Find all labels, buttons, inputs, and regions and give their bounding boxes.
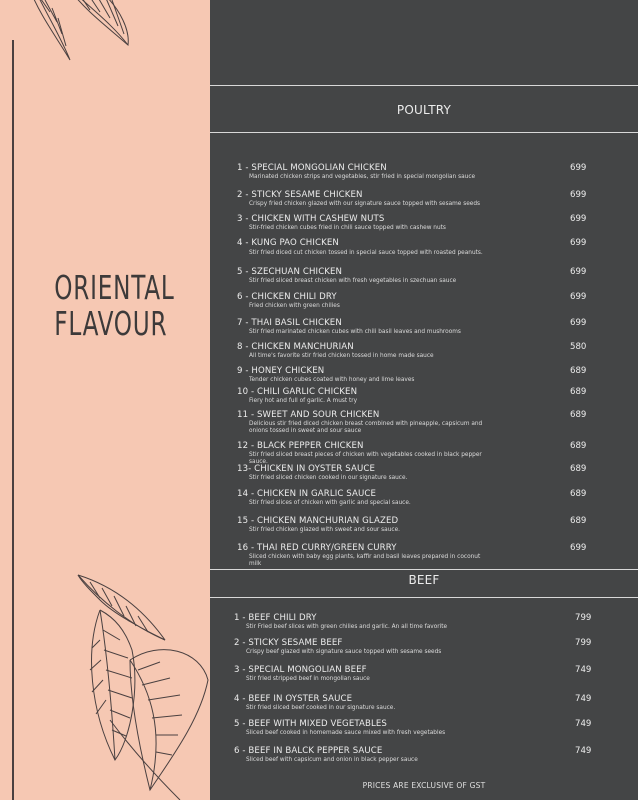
menu-item-name: 2 - STICKY SESAME BEEF [234,638,343,648]
price-footnote: PRICES ARE EXCLUSIVE OF GST [362,781,486,790]
menu-item-price: 699 [570,190,587,200]
menu-item-description: All time's favorite stir fried chicken tossed in home made sauce [249,353,434,359]
menu-item-description: Marinated chicken strips and vegetables, stir fried in special mongolian sauce [249,174,476,180]
section-divider [210,597,638,598]
menu-item-description: Stir fried chicken glazed with sweet and sour sauce. [249,527,400,533]
menu-item-name: 10 - CHILI GARLIC CHICKEN [237,387,358,397]
menu-item-price: 699 [570,267,587,277]
menu-item-price: 689 [570,410,587,420]
menu-item-description: Stir fried slices of chicken with garlic and special sauce. [249,500,411,506]
menu-item-description: Crispy fried chicken glazed with our signature sauce topped with sesame seeds [249,201,481,207]
menu-item-name: 11 - SWEET AND SOUR CHICKEN [237,410,380,420]
section-title-poultry: POULTRY [396,103,452,117]
menu-item-price: 689 [570,489,587,499]
menu-item-description: Stir fried diced cut chicken tossed in special sauce topped with roasted peanuts. [249,250,483,256]
menu-item-description: Stir fried sliced chicken cooked in our signature sauce. [249,475,408,481]
menu-item-price: 749 [575,694,592,704]
menu-item-name: 6 - BEEF IN BALCK PEPPER SAUCE [234,746,383,756]
menu-item-price: 749 [575,665,592,675]
menu-item-price: 699 [570,543,587,553]
menu-item-description: Delicious stir fried diced chicken breast combined with pineapple, capsicum and onions tossed in sweet and sour sauce [249,421,483,435]
left-panel [0,0,210,800]
menu-item-name: 4 - BEEF IN OYSTER SAUCE [234,694,353,704]
menu-item-name: 15 - CHICKEN MANCHURIAN GLAZED [237,516,399,526]
menu-item-price: 689 [570,387,587,397]
menu-item-price: 699 [570,163,587,173]
section-divider [210,85,638,86]
menu-item-price: 689 [570,366,587,376]
brand-line-2: FLAVOUR [54,304,168,343]
menu-item-price: 749 [575,719,592,729]
menu-item-description: Stir fried marinated chicken cubes with chili basil leaves and mushrooms [249,329,461,335]
menu-item-description: Fried chicken with green chilies [249,303,340,309]
menu-item-description: Stir Fried beef slices with green chilies and garlic. An all time favorite [246,624,448,630]
menu-item-price: 699 [570,292,587,302]
menu-item-name: 4 - KUNG PAO CHICKEN [237,238,339,248]
menu-item-name: 1 - SPECIAL MONGOLIAN CHICKEN [237,163,387,173]
menu-item-name: 12 - BLACK PEPPER CHICKEN [237,441,364,451]
menu-content-panel [210,0,638,800]
leaf-illustration-bottom-icon [70,570,210,800]
menu-item-description: Fiery hot and full of garlic. A must try [249,398,358,404]
section-divider [210,132,638,133]
menu-item-price: 580 [570,342,587,352]
section-divider [210,569,638,570]
menu-item-price: 689 [570,464,587,474]
menu-item-price: 689 [570,441,587,451]
menu-item-name: 7 - THAI BASIL CHICKEN [237,318,342,328]
menu-item-description: Stir fried sliced beef cooked in our signature sauce. [246,705,396,711]
menu-item-name: 9 - HONEY CHICKEN [237,366,325,376]
menu-item-name: 14 - CHICKEN IN GARLIC SAUCE [237,489,376,499]
menu-item-description: Sliced chicken with baby egg plants, kaffir and basil leaves prepared in coconut milk [249,554,481,568]
menu-item-description: Stir fried sliced breast chicken with fresh vegetables in szechuan sauce [249,278,457,284]
left-border-line [12,40,14,800]
menu-item-name: 13- CHICKEN IN OYSTER SAUCE [237,464,375,474]
menu-item-description: Crispy beef glazed with signature sauce topped with sesame seeds [246,649,442,655]
menu-item-price: 799 [575,613,592,623]
menu-item-price: 699 [570,318,587,328]
menu-item-description: Stir-fried chicken cubes fried in chili sauce topped with cashew nuts [249,225,446,231]
menu-item-name: 3 - SPECIAL MONGOLIAN BEEF [234,665,367,675]
menu-item-name: 3 - CHICKEN WITH CASHEW NUTS [237,214,385,224]
brand-title [54,268,175,343]
section-title-beef: BEEF [408,573,440,587]
menu-item-price: 699 [570,238,587,248]
menu-item-price: 699 [570,214,587,224]
menu-item-name: 5 - SZECHUAN CHICKEN [237,267,343,277]
menu-item-name: 6 - CHICKEN CHILI DRY [237,292,337,302]
menu-item-name: 16 - THAI RED CURRY/GREEN CURRY [237,543,397,553]
menu-item-price: 799 [575,638,592,648]
menu-item-description: Tender chicken cubes coated with honey and lime leaves [249,377,415,383]
menu-item-name: 5 - BEEF WITH MIXED VEGETABLES [234,719,387,729]
menu-item-name: 8 - CHICKEN MANCHURIAN [237,342,354,352]
leaf-illustration-top-icon [10,0,140,80]
brand-line-1: ORIENTAL [54,268,175,307]
menu-item-description: Sliced beef cooked in homemade sauce mixed with fresh vegetables [246,730,446,736]
menu-item-description: Stir fried stripped beef in mongolian sauce [246,676,370,682]
menu-item-name: 1 - BEEF CHILI DRY [234,613,317,623]
menu-item-description: Stir fried sliced breast pieces of chicken with vegetables cooked in black pepper sauce. [249,452,482,466]
menu-item-price: 749 [575,746,592,756]
menu-item-price: 689 [570,516,587,526]
menu-item-name: 2 - STICKY SESAME CHICKEN [237,190,363,200]
menu-item-description: Sliced beef with capsicum and onion in black pepper sauce [246,757,418,763]
